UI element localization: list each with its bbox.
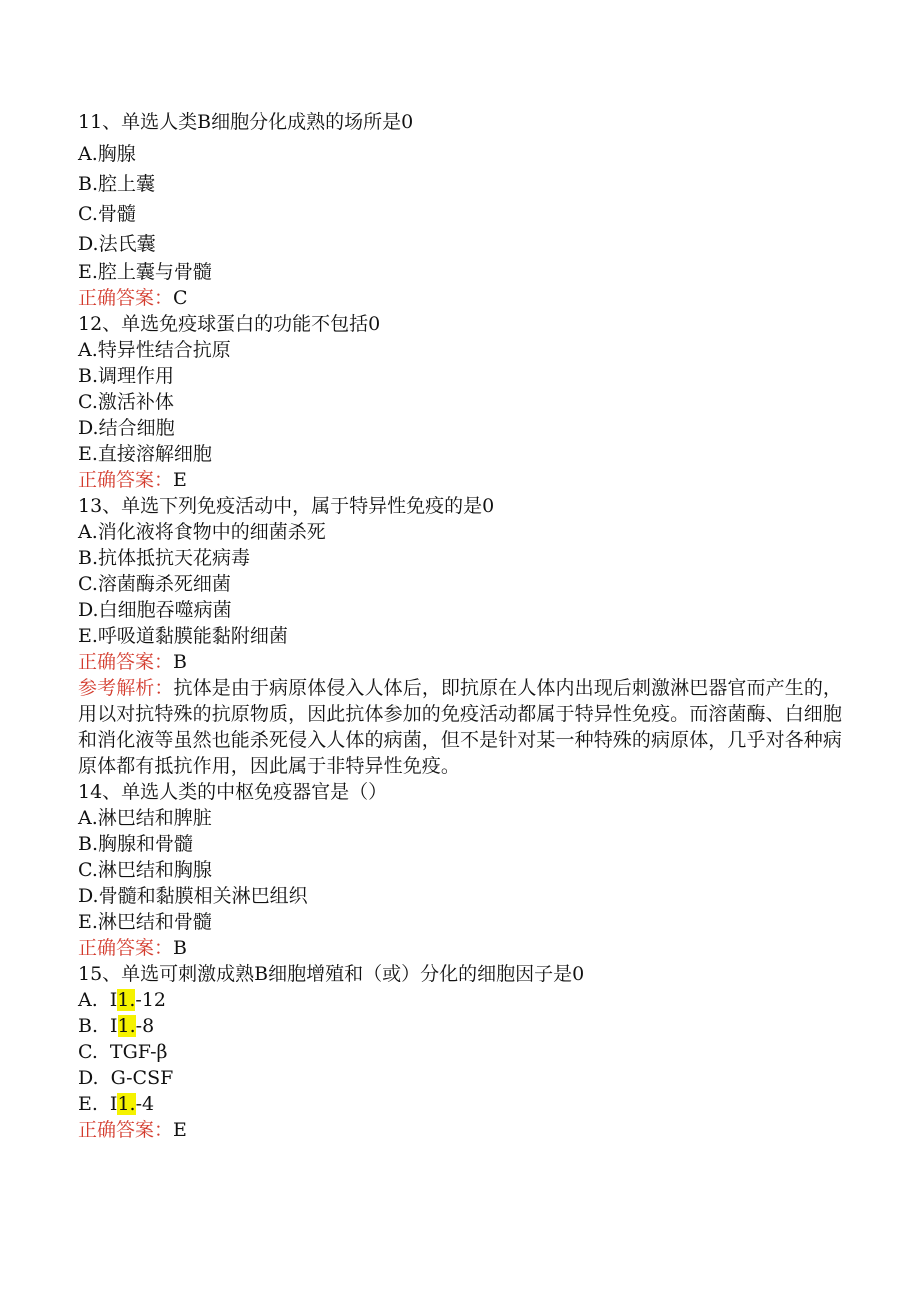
option-d — [78, 1065, 848, 1091]
answer-value: B — [173, 937, 187, 959]
option-text: TGF-β — [109, 1041, 168, 1063]
correct-answer — [78, 935, 848, 961]
question-11 — [78, 107, 848, 311]
highlighted-text: 1. — [117, 1093, 136, 1115]
option-text: -12 — [135, 989, 167, 1011]
answer-value: E — [173, 469, 187, 491]
option-c: C.溶菌酶杀死细菌 — [78, 573, 231, 595]
option-d: D.白细胞吞噬病菌 — [78, 599, 232, 621]
question-12 — [78, 311, 848, 493]
option-b: B.调理作用 — [78, 365, 175, 387]
option-e: E.直接溶解细胞 — [78, 443, 212, 465]
option-b: B.胸腺和骨髓 — [78, 833, 194, 855]
option-text: I — [109, 989, 118, 1011]
option-d: D.结合细胞 — [78, 417, 175, 439]
option-text: I — [110, 1015, 118, 1037]
option-e: E.腔上囊与骨髓 — [78, 261, 212, 283]
question-stem: 13、单选下列免疫活动中，属于特异性免疫的是0 — [78, 495, 495, 517]
question-15 — [78, 961, 848, 1143]
option-a — [78, 987, 848, 1013]
highlighted-text: 1. — [117, 989, 136, 1011]
explanation-label: 参考解析： — [78, 677, 174, 699]
answer-label: 正确答案： — [78, 287, 174, 309]
option-text: I — [109, 1093, 118, 1115]
option-c: C.激活补体 — [78, 391, 174, 413]
option-b: B.腔上囊 — [78, 173, 156, 195]
option-c — [78, 1039, 848, 1065]
question-stem: 14、单选人类的中枢免疫器官是（） — [78, 781, 388, 803]
answer-label: 正确答案： — [78, 937, 174, 959]
option-c: C.淋巴结和胸腺 — [78, 859, 212, 881]
option-e: E.淋巴结和骨髓 — [78, 911, 212, 933]
correct-answer — [78, 467, 848, 493]
option-a: A.消化液将食物中的细菌杀死 — [78, 521, 326, 543]
option-e: E.呼吸道黏膜能黏附细菌 — [78, 625, 288, 647]
option-letter: C. — [78, 1041, 98, 1063]
question-stem: 11、单选人类B细胞分化成熟的场所是0 — [78, 111, 414, 133]
answer-value: E — [173, 1119, 187, 1141]
option-letter: B. — [78, 1015, 99, 1037]
answer-value: B — [173, 651, 187, 673]
question-stem: 12、单选免疫球蛋白的功能不包括0 — [78, 313, 381, 335]
option-text: G-CSF — [110, 1067, 174, 1089]
option-e — [78, 1091, 848, 1117]
option-b — [78, 1013, 848, 1039]
highlighted-text: 1. — [117, 1015, 136, 1037]
question-14 — [78, 779, 848, 961]
explanation-text: 抗体是由于病原体侵入人体后，即抗原在人体内出现后刺激淋巴器官而产生的，用以对抗特殊的抗原物质，因此抗体参加的免疫活动都属于特异性免疫。而溶菌酶、白细胞和消化液等虽然也能杀死侵入人体的病菌，但不是针对某一种特殊的病原体，几乎对各种病原体都有抵抗作用，因此属于非特异性免疫。 — [78, 677, 843, 777]
option-a: A.淋巴结和脾脏 — [78, 807, 212, 829]
option-letter: A. — [78, 989, 98, 1011]
option-text: -8 — [135, 1015, 155, 1037]
option-text: -4 — [135, 1093, 155, 1115]
correct-answer — [78, 649, 848, 675]
explanation — [78, 675, 848, 779]
option-letter: E. — [78, 1093, 98, 1115]
correct-answer — [78, 1117, 848, 1143]
answer-label: 正确答案： — [78, 651, 174, 673]
answer-label: 正确答案： — [78, 1119, 174, 1141]
answer-value: C — [173, 287, 188, 309]
question-stem: 15、单选可刺激成熟B细胞增殖和（或）分化的细胞因子是0 — [78, 963, 585, 985]
correct-answer — [78, 285, 848, 311]
option-c: C.骨髓 — [78, 203, 136, 225]
answer-label: 正确答案： — [78, 469, 174, 491]
option-letter: D. — [78, 1067, 99, 1089]
option-d: D.骨髓和黏膜相关淋巴组织 — [78, 885, 308, 907]
option-a: A.胸腺 — [78, 143, 136, 165]
question-13 — [78, 493, 848, 779]
document-page — [78, 107, 848, 1143]
option-d: D.法氏囊 — [78, 233, 156, 255]
option-b: B.抗体抵抗天花病毒 — [78, 547, 251, 569]
option-a: A.特异性结合抗原 — [78, 339, 231, 361]
